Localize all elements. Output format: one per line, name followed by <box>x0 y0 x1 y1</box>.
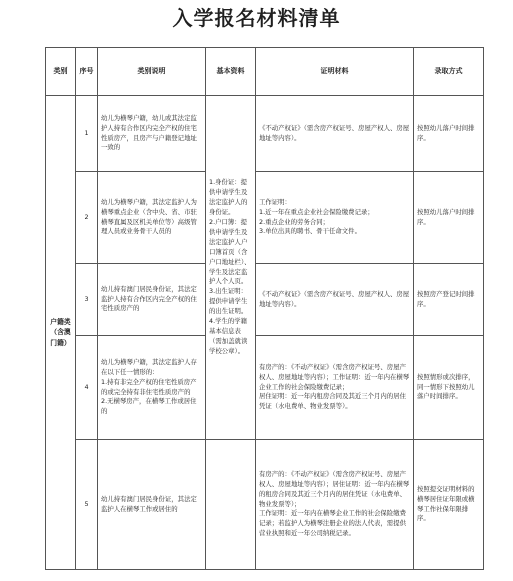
header-number: 序号 <box>76 48 98 96</box>
table-row <box>46 440 484 570</box>
row-number: 2 <box>76 172 98 264</box>
table-row <box>46 96 484 172</box>
header-admission-method: 录取方式 <box>414 48 484 96</box>
row-description: 幼儿为横琴户籍，其法定监护人存在以下任一情形的： 1.持有非完全产权的住宅性质房产的或完全持有非住宅性质房产的 2.无横琴房产，在横琴工作或居住的 <box>98 336 206 440</box>
row-basic-info-empty <box>206 440 256 570</box>
row-method: 按照幼儿落户时间排序。 <box>414 96 484 172</box>
row-proof: 《不动产权证》（需含房产权证号、房屋产权人、房屋地址等内容）。 <box>256 264 414 336</box>
header-category: 类别 <box>46 48 76 96</box>
row-proof: 有房产的：《不动产权证》（需含房产权证号、房屋产权人、房屋地址等内容）；居住证明：近一年内在横琴的租房合同及其近三个月内的居住凭证（水电费单、物业发票等）； 工作证明：近一年内在横琴企业工作的社会保险缴费记录；若监护人为横琴注册企业的法人代表，需提供营业执照和近一年公司纳税记录。 <box>256 440 414 570</box>
table-row <box>46 336 484 440</box>
row-method: 按照提交证明材料的横琴居住证年限或横琴工作社保年限排序。 <box>414 440 484 570</box>
row-number: 4 <box>76 336 98 440</box>
table-header-row <box>46 48 484 96</box>
header-proof-materials: 证明材料 <box>256 48 414 96</box>
row-proof: 工作证明： 1.近一年在重点企业社会保险缴费记录； 2.重点企业的劳务合同； 3.单位出具的聘书、骨干任命文件。 <box>256 172 414 264</box>
table-row <box>46 172 484 264</box>
table-row <box>46 264 484 336</box>
row-description: 幼儿持有澳门居民身份证，其法定监护人持有合作区内完全产权的住宅性质房产的 <box>98 264 206 336</box>
header-basic-info: 基本资料 <box>206 48 256 96</box>
row-method: 按照幼儿落户时间排序。 <box>414 172 484 264</box>
row-method: 按照房产登记时间排序。 <box>414 264 484 336</box>
row-description: 幼儿持有澳门居民身份证，其法定监护人在横琴工作或居住的 <box>98 440 206 570</box>
document-title: 入学报名材料清单 <box>172 6 341 30</box>
row-number: 5 <box>76 440 98 570</box>
row-method: 按照情形或次排序，同一情形下按照幼儿落户时间排序。 <box>414 336 484 440</box>
basic-info-cell: 1.身份证：提供申请学生及法定监护人的身份证。 2.户口簿：提供申请学生及法定监护人户口簿首页（含户口地址栏）、学生及法定监护人个人页。 3.出生证明：提供申请学生的出生证明。 4.学生的学籍基本信息表（需加盖就读学校公章）。 <box>206 96 256 440</box>
enrollment-materials-table <box>45 47 484 570</box>
row-proof: 《不动产权证》（需含房产权证号、房屋产权人、房屋地址等内容）。 <box>256 96 414 172</box>
row-number: 1 <box>76 96 98 172</box>
row-description: 幼儿为横琴户籍，幼儿或其法定监护人持有合作区内完全产权的住宅性质房产，且房产与户籍登记地址一致的 <box>98 96 206 172</box>
row-number: 3 <box>76 264 98 336</box>
header-category-description: 类别说明 <box>98 48 206 96</box>
row-proof: 有房产的：《不动产权证》（需含房产权证号、房屋产权人、房屋地址等内容）；工作证明：近一年内在横琴企业工作的社会保险缴费记录； 居住证明：近一年内租房合同及其近三个月内的居住凭证（水电费单、物业发票等）。 <box>256 336 414 440</box>
row-description: 幼儿为横琴户籍，其法定监护人为横琴重点企业（含中央、省、市驻横琴直属及区机关单位等）高级管理人员或业务骨干人员的 <box>98 172 206 264</box>
category-cell: 户籍类（含澳门籍） <box>46 96 76 570</box>
